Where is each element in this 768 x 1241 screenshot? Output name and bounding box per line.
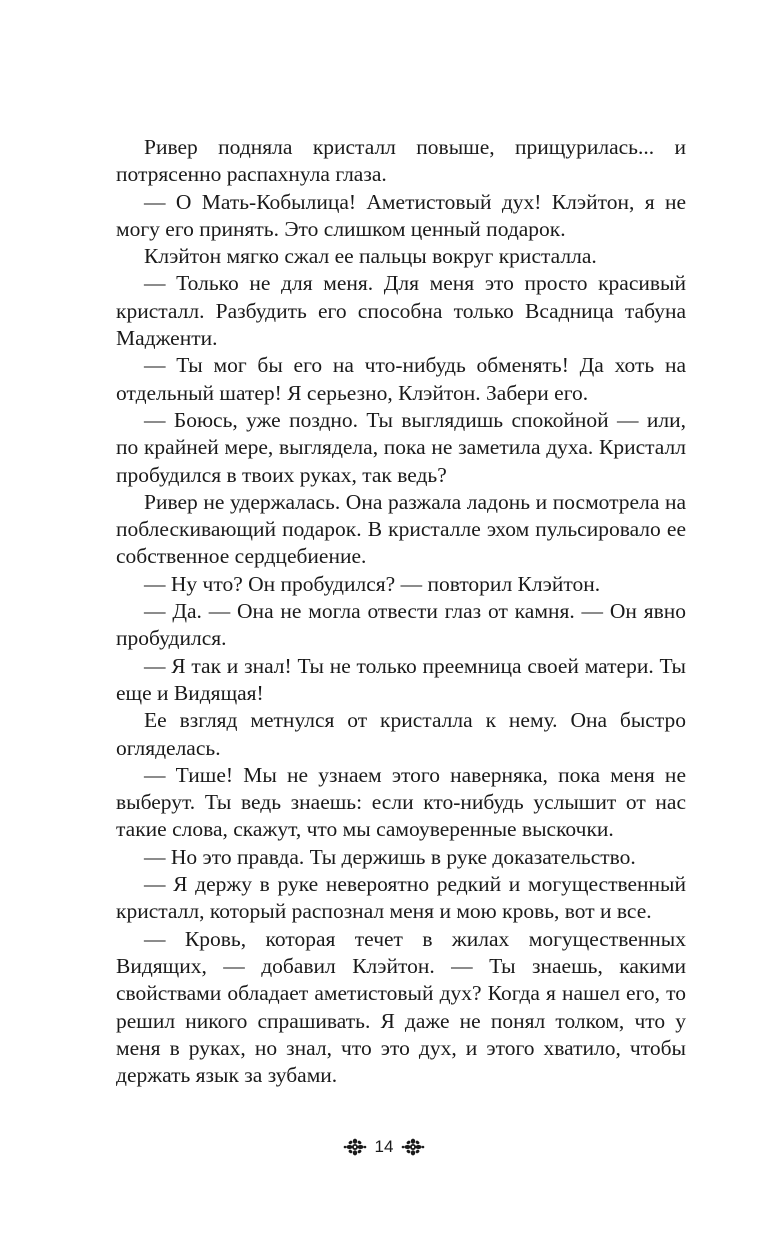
fleuron-ornament-icon (401, 1138, 425, 1156)
page-footer (0, 1138, 768, 1156)
paragraph: — Тише! Мы не узнаем этого наверняка, пока меня не выберут. Ты ведь знаешь: если кто-нибудь услышит от нас такие слова, скажут, что мы самоуверенные выскочки. (116, 762, 686, 842)
paragraph: — Ты мог бы его на что-нибудь обменять! Да хоть на отдельный шатер! Я серьезно, Клэйтон. Забери его. (116, 353, 686, 405)
book-page-text (116, 134, 686, 1089)
page-number: 14 (374, 1137, 394, 1156)
paragraph: Ее взгляд метнулся от кристалла к нему. Она быстро огляделась. (116, 708, 686, 760)
paragraph: — Да. — Она не могла отвести глаз от камня. — Он явно пробудился. (116, 599, 686, 651)
paragraph: — Ну что? Он пробудился? — повторил Клэйтон. (144, 571, 601, 596)
paragraph: — Только не для меня. Для меня это просто красивый кристалл. Разбудить его способна только Всадница табуна Мадженти. (116, 271, 686, 351)
paragraph: — Я так и знал! Ты не только преемница своей матери. Ты еще и Видящая! (116, 653, 686, 705)
paragraph: Ривер не удержалась. Она разжала ладонь и посмотрела на поблескивающий подарок. В кристалле эхом пульсировало ее собственное сердцебиение. (116, 489, 686, 569)
fleuron-ornament-icon (343, 1138, 367, 1156)
paragraph: — Боюсь, уже поздно. Ты выглядишь спокойной — или, по крайней мере, выглядела, пока не заметила духа. Кристалл пробудился в твоих руках, так ведь? (116, 407, 686, 487)
paragraph: Ривер подняла кристалл повыше, прищурилась... и потрясенно распахнула глаза. (116, 135, 686, 187)
paragraph: — Кровь, которая течет в жилах могущественных Видящих, — добавил Клэйтон. — Ты знаешь, какими свойствами обладает аметистовый дух? Когда я нашел его, то решил никого спрашивать. Я даже не понял толком, что у меня в руках, но знал, что это дух, и этого хватило, чтобы держать язык за зубами. (116, 926, 686, 1088)
paragraph: Клэйтон мягко сжал ее пальцы вокруг кристалла. (144, 244, 597, 269)
paragraph: — Но это правда. Ты держишь в руке доказательство. (144, 844, 636, 869)
paragraph: — Я держу в руке невероятно редкий и могущественный кристалл, который распознал меня и мою кровь, вот и все. (116, 872, 686, 924)
paragraph: — О Мать-Кобылица! Аметистовый дух! Клэйтон, я не могу его принять. Это слишком ценный подарок. (116, 189, 686, 241)
